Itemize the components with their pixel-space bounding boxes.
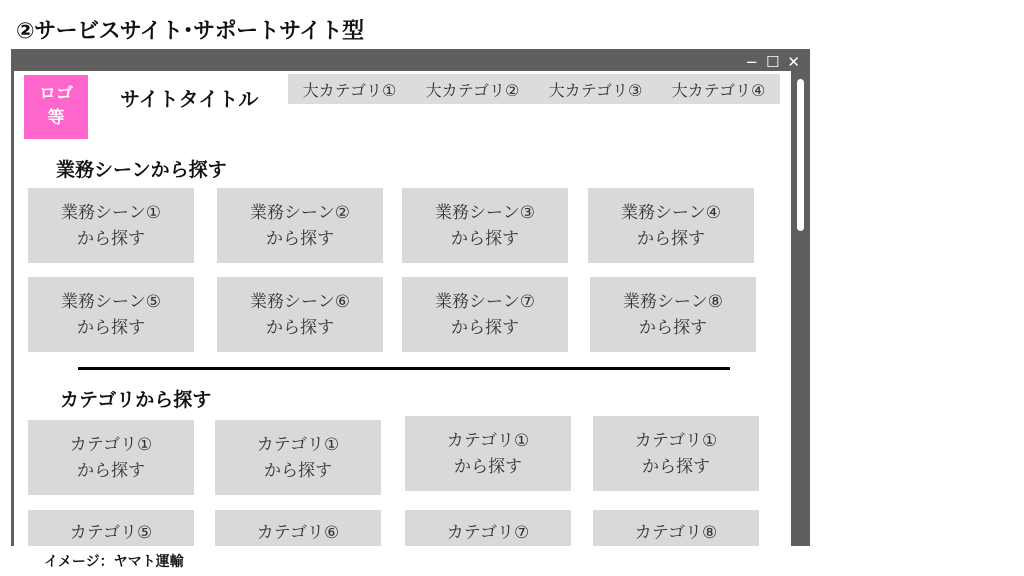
category-card-subtitle: から探す xyxy=(77,460,145,481)
scene-card-subtitle: から探す xyxy=(637,228,705,249)
scene-card-subtitle: から探す xyxy=(639,317,707,338)
scene-card-title: 業務シーン⑥ xyxy=(250,291,350,312)
category-card-subtitle: から探す xyxy=(264,460,332,481)
category-card-4[interactable] xyxy=(593,416,759,491)
category-card-2[interactable] xyxy=(215,420,381,495)
main-nav xyxy=(288,74,780,104)
section-divider xyxy=(78,367,730,370)
nav-item-category-4[interactable]: 大カテゴリ④ xyxy=(671,80,766,100)
category-card-7[interactable] xyxy=(405,510,571,546)
scene-card-subtitle: から探す xyxy=(266,317,334,338)
category-card-5[interactable] xyxy=(28,510,194,546)
categories-heading: カテゴリから探す xyxy=(60,389,212,411)
scenes-heading: 業務シーンから探す xyxy=(56,159,227,181)
category-card-title: カテゴリ① xyxy=(446,430,530,451)
scene-card-3[interactable] xyxy=(402,188,568,263)
scene-card-subtitle: から探す xyxy=(451,228,519,249)
logo[interactable] xyxy=(24,75,88,139)
category-card-title: カテゴリ⑦ xyxy=(446,523,530,543)
category-card-title: カテゴリ⑧ xyxy=(634,523,718,543)
window-controls xyxy=(745,51,800,73)
image-caption: イメージ：ヤマト運輸 xyxy=(44,554,184,570)
category-card-title: カテゴリ① xyxy=(69,434,153,455)
category-card-title: カテゴリ⑤ xyxy=(69,523,153,543)
scene-card-4[interactable] xyxy=(588,188,754,263)
scene-card-8[interactable] xyxy=(590,277,756,352)
scene-card-title: 業務シーン③ xyxy=(435,202,535,223)
scene-card-title: 業務シーン⑦ xyxy=(435,291,535,312)
scene-card-7[interactable] xyxy=(402,277,568,352)
scene-card-2[interactable] xyxy=(217,188,383,263)
browser-window xyxy=(11,49,810,546)
category-card-subtitle: から探す xyxy=(454,456,522,477)
scene-card-subtitle: から探す xyxy=(266,228,334,249)
category-card-8[interactable] xyxy=(593,510,759,546)
category-card-3[interactable] xyxy=(405,416,571,491)
scene-card-subtitle: から探す xyxy=(451,317,519,338)
scene-card-1[interactable] xyxy=(28,188,194,263)
close-icon[interactable]: ✕ xyxy=(787,52,800,71)
minimize-icon[interactable]: − xyxy=(745,52,758,71)
logo-line2: 等 xyxy=(47,108,65,128)
logo-line1: ロゴ xyxy=(39,84,73,105)
category-card-6[interactable] xyxy=(215,510,381,546)
scene-card-title: 業務シーン④ xyxy=(621,202,721,223)
category-card-title: カテゴリ① xyxy=(634,430,718,451)
category-card-title: カテゴリ① xyxy=(256,434,340,455)
scene-card-subtitle: から探す xyxy=(77,228,145,249)
scene-card-5[interactable] xyxy=(28,277,194,352)
nav-item-category-3[interactable]: 大カテゴリ③ xyxy=(548,80,643,100)
scene-card-subtitle: から探す xyxy=(77,317,145,338)
site-title[interactable]: サイトタイトル xyxy=(120,87,259,111)
scene-card-title: 業務シーン② xyxy=(250,202,350,223)
scrollbar[interactable] xyxy=(797,79,804,231)
category-card-subtitle: から探す xyxy=(642,456,710,477)
scene-card-title: 業務シーン① xyxy=(61,202,161,223)
page-viewport xyxy=(14,71,791,546)
maximize-icon[interactable]: ☐ xyxy=(765,52,780,71)
nav-item-category-1[interactable]: 大カテゴリ① xyxy=(302,80,397,100)
nav-item-category-2[interactable]: 大カテゴリ② xyxy=(425,80,520,100)
scene-card-title: 業務シーン⑤ xyxy=(61,291,161,312)
category-card-title: カテゴリ⑥ xyxy=(256,523,340,543)
scene-card-6[interactable] xyxy=(217,277,383,352)
scene-card-title: 業務シーン⑧ xyxy=(623,291,723,312)
slide-title: ②サービスサイト･サポートサイト型 xyxy=(16,19,364,44)
category-card-1[interactable] xyxy=(28,420,194,495)
